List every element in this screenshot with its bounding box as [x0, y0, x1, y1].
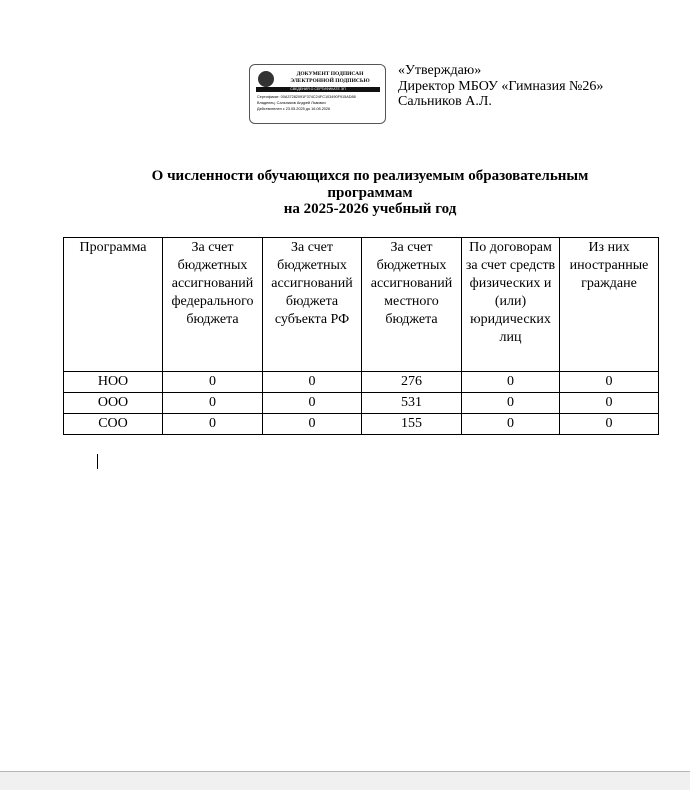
cell: 0 — [462, 393, 560, 414]
cell: 0 — [560, 372, 659, 393]
emblem-icon — [258, 71, 274, 87]
cell: ООО — [64, 393, 163, 414]
students-table — [63, 237, 659, 435]
stamp-cert: Сертификат: 00A37282091F374C24FC103490F915AD88 — [257, 95, 356, 99]
document-title — [110, 168, 630, 218]
header-cell: За счет бюджетных ассигнований местного бюджета — [362, 238, 462, 372]
cell: 531 — [362, 393, 462, 414]
stamp-bar: СВЕДЕНИЯ О СЕРТИФИКАТЕ ЭП — [256, 87, 380, 92]
table-row — [64, 372, 659, 393]
title-line1: О численности обучающихся по реализуемым образовательным программам — [151, 168, 589, 201]
table-row — [64, 414, 659, 435]
cell: 0 — [263, 393, 362, 414]
cell: 0 — [263, 372, 362, 393]
text-cursor[interactable] — [97, 454, 98, 469]
cell: 0 — [560, 393, 659, 414]
header-cell: Программа — [64, 238, 163, 372]
header-cell: Из них иностранные граждане — [560, 238, 659, 372]
table-row — [64, 393, 659, 414]
signature-stamp — [249, 64, 386, 124]
approval-line: Директор МБОУ «Гимназия №26» — [398, 78, 604, 94]
stamp-heading — [280, 71, 380, 85]
cell: 0 — [462, 414, 560, 435]
cell: 155 — [362, 414, 462, 435]
stamp-line2: ЭЛЕКТРОННОЙ ПОДПИСЬЮ — [290, 78, 370, 84]
stamp-valid: Действителен с 23.05.2025 до 16.08.2026 — [257, 107, 331, 111]
cell: 276 — [362, 372, 462, 393]
title-line2: на 2025-2026 учебный год — [283, 201, 457, 217]
stamp-owner: Владелец: Сальников Андрей Львович — [257, 101, 326, 105]
cell: 0 — [163, 393, 263, 414]
approval-line: «Утверждаю» — [398, 63, 482, 78]
cell: СОО — [64, 414, 163, 435]
approval-line: Сальников А.Л. — [398, 94, 492, 109]
table-header-row — [64, 238, 659, 372]
cell: 0 — [560, 414, 659, 435]
cell: НОО — [64, 372, 163, 393]
cell: 0 — [263, 414, 362, 435]
stamp-line1: ДОКУМЕНТ ПОДПИСАН — [296, 71, 364, 77]
header-cell: За счет бюджетных ассигнований бюджета субъекта РФ — [263, 238, 362, 372]
status-bar — [0, 771, 690, 790]
header-cell: За счет бюджетных ассигнований федерального бюджета — [163, 238, 263, 372]
approval-block — [398, 63, 603, 110]
cell: 0 — [462, 372, 560, 393]
cell: 0 — [163, 372, 263, 393]
header-cell: По договорам за счет средств физических и (или) юридических лиц — [462, 238, 560, 372]
cell: 0 — [163, 414, 263, 435]
